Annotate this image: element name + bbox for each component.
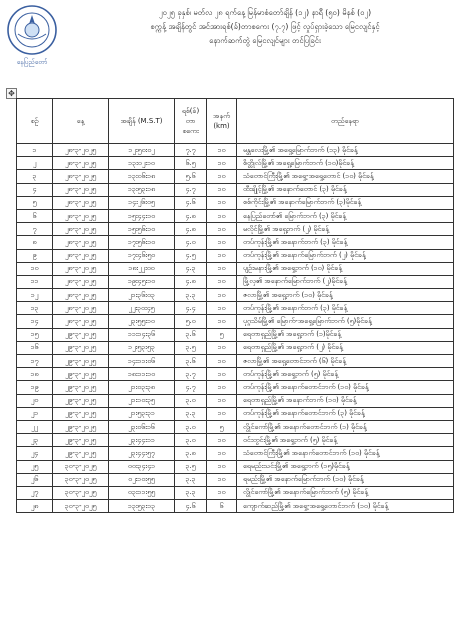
- cell-magnitude: ၃.၃: [175, 407, 207, 420]
- cell-serial: ၅: [17, 196, 53, 209]
- cell-serial: ၁၁: [17, 275, 53, 288]
- table-row: [17, 249, 454, 262]
- table-row: [17, 473, 454, 486]
- cell-serial: ၂၁: [17, 407, 53, 420]
- cell-magnitude: ၅.၀: [175, 315, 207, 328]
- cell-date: ၂၈-၃-၂၀၂၅: [53, 289, 109, 302]
- cell-magnitude: ၅.၆: [175, 170, 207, 183]
- cell-depth: ၁၀: [207, 355, 237, 368]
- seal-caption: နေပြည်တော်: [16, 58, 48, 66]
- table-row: [17, 447, 454, 460]
- cell-depth: ၁၀: [207, 302, 237, 315]
- cell-time: ၁၇း၄၆း၅၀: [109, 249, 175, 262]
- cell-magnitude: ၃.၀: [175, 420, 207, 433]
- cell-depth: ၁၀: [207, 394, 237, 407]
- cell-location: လွိုင်ကော်မြို့၏ အနောက်တောင်ဘက် (၁) မိုင်ခန့်: [237, 420, 454, 433]
- cell-location: ရေမည်းသင်းမြို့၏ အရှေ့ဘက် (၁၅)မိုင်ခန့်: [237, 460, 454, 473]
- cell-date: ၃၀-၃-၂၀၂၅: [53, 500, 109, 513]
- cell-time: ၁၃း၀၆း၁၈: [109, 170, 175, 183]
- cell-depth: ၁၀: [207, 275, 237, 288]
- cell-date: ၂၈-၃-၂၀၂၅: [53, 262, 109, 275]
- table-row: [17, 183, 454, 196]
- cell-time: ၁၃း၀၂း၁၀: [109, 157, 175, 170]
- cell-location: တပ်ကုန်းမြို့၏ အနောက်တောင်ဘက် (၁၀) မိုင်ခန့်: [237, 381, 454, 394]
- cell-time: ၂၃း၄၄း၅၇: [109, 447, 175, 460]
- cell-magnitude: ၄.၄: [175, 302, 207, 315]
- cell-serial: ၃: [17, 170, 53, 183]
- cell-magnitude: ၃.၃: [175, 289, 207, 302]
- cell-location: ဇလာမြို့၏ အရှေ့ဘက် (၁၀) မိုင်ခန့်: [237, 289, 454, 302]
- cell-time: ၁၅း၅၆း၁၀: [109, 223, 175, 236]
- cell-depth: ၁၀: [207, 157, 237, 170]
- cell-serial: ၁၈: [17, 368, 53, 381]
- cell-date: ၂၉-၃-၂၀၂၅: [53, 381, 109, 394]
- title-line-3: နောက်ဆက်တွဲ မြေငလျင်များ တင်ပြခြင်း: [209, 36, 321, 45]
- cell-time: ၁၅း၄၄း၁၀: [109, 209, 175, 222]
- cell-time: ၂၁း၃၆း၀၃: [109, 289, 175, 302]
- earthquake-table: [16, 98, 454, 513]
- cell-location: သံတောင်ကြီးမြို့၏ အရှေ့-အရှေ့တောင် (၁၀) မိုင်ခန့်: [237, 170, 454, 183]
- cell-depth: ၁၀: [207, 170, 237, 183]
- cell-time: ၁၄း၂၆း၀၅: [109, 196, 175, 209]
- cell-magnitude: ၄.၇: [175, 381, 207, 394]
- cell-date: ၂၉-၃-၂၀၂၅: [53, 434, 109, 447]
- cell-time: ၁၃း၅၃း၁၃: [109, 500, 175, 513]
- cell-date: ၃၀-၃-၂၀၂၅: [53, 473, 109, 486]
- cell-depth: ၁၀: [207, 486, 237, 499]
- cell-magnitude: ၃.၅: [175, 460, 207, 473]
- cell-date: ၂၉-၃-၂၀၂၅: [53, 407, 109, 420]
- cell-date: ၂၈-၃-၂၀၂၅: [53, 275, 109, 288]
- header-date: နေ့: [53, 99, 109, 144]
- table-row: [17, 196, 454, 209]
- cell-magnitude: ၄.၅: [175, 249, 207, 262]
- cell-location: ရေတာရှည်မြို့၏ အရှေ့ဘက် (၁)မိုင်ခန့်: [237, 328, 454, 341]
- cell-magnitude: ၃.၀: [175, 434, 207, 447]
- table-row: [17, 157, 454, 170]
- cell-serial: ၁၂: [17, 289, 53, 302]
- cell-depth: ၁၀: [207, 381, 237, 394]
- table-move-handle-icon[interactable]: ✥: [6, 88, 17, 99]
- cell-date: ၂၈-၃-၂၀၂၅: [53, 157, 109, 170]
- cell-location: စစ်ကိုင်းမြို့၏ အနောက်မြောက်ဘက် (၃)မိုင်ခန့်: [237, 196, 454, 209]
- cell-location: ဝင်းတွင်းမြို့၏ အရှေ့ဘက် (၅) မိုင်ခန့်: [237, 434, 454, 447]
- cell-location: တပ်ကုန်းမြို့၏ အနောက်မြောက်ဘက် (၂) မိုင်ခန့်: [237, 249, 454, 262]
- cell-serial: ၂၈: [17, 500, 53, 513]
- cell-date: ၂၉-၃-၂၀၂၅: [53, 355, 109, 368]
- cell-location: လွိုင်ကော်မြို့၏ အနောက်မြောက်ဘက် (၅) မိုင်ခန့်: [237, 486, 454, 499]
- table-row: [17, 500, 454, 513]
- table-row: [17, 420, 454, 433]
- cell-time: ၀၀း၃၄း၄၁: [109, 460, 175, 473]
- cell-magnitude: ၄.၈: [175, 209, 207, 222]
- cell-depth: ၅: [207, 420, 237, 433]
- cell-date: ၂၉-၃-၂၀၂၅: [53, 394, 109, 407]
- table-row: [17, 236, 454, 249]
- cell-serial: ၁၀: [17, 262, 53, 275]
- table-row: [17, 407, 454, 420]
- cell-date: ၂၉-၃-၂၀၂၅: [53, 341, 109, 354]
- document-header: [0, 0, 464, 86]
- cell-serial: ၂၇: [17, 486, 53, 499]
- cell-location: ကျောက်ဆည်မြို့၏ အရှေ့-အရှေ့တောင်ဘက် (၁၀) မိုင်ခန့်: [237, 500, 454, 513]
- table-row: [17, 289, 454, 302]
- table-row: [17, 302, 454, 315]
- table-body: [17, 144, 454, 513]
- cell-date: ၂၈-၃-၂၀၂၅: [53, 144, 109, 157]
- cell-date: ၂၉-၃-၂၀၂၅: [53, 368, 109, 381]
- cell-location: တပ်ကုန်းမြို့၏ အရှေ့ဘက် (၅) မိုင်ခန့်: [237, 368, 454, 381]
- table-row: [17, 275, 454, 288]
- cell-serial: ၁၃: [17, 302, 53, 315]
- table-row: [17, 170, 454, 183]
- cell-time: ၁၁း၁၄း၃၆: [109, 328, 175, 341]
- cell-time: ၂၁း၅၃း၃၁: [109, 407, 175, 420]
- cell-serial: ၂၂: [17, 420, 53, 433]
- cell-date: ၂၈-၃-၂၀၂၅: [53, 236, 109, 249]
- cell-depth: ၅: [207, 328, 237, 341]
- cell-serial: ၁၉: [17, 381, 53, 394]
- cell-location: ထီးချိုင့်မြို့၏ အနောက်တောင် (၃) မိုင်ခန့်: [237, 183, 454, 196]
- header-serial: စဉ်: [17, 99, 53, 144]
- cell-location: မလိုင်မြို့၏ အရှေ့ဘက် (၂) မိုင်ခန့်: [237, 223, 454, 236]
- cell-depth: ၁၀: [207, 183, 237, 196]
- cell-location: ရေတာရှည်မြို့၏ အရှေ့ဘက် (၂) မိုင်ခန့်: [237, 341, 454, 354]
- cell-depth: ၁၀: [207, 407, 237, 420]
- cell-magnitude: ၄.၈: [175, 223, 207, 236]
- cell-location: ဇလာမြို့၏ အရှေ့တောင်ဘက် (၆) မိုင်ခန့်: [237, 355, 454, 368]
- cell-magnitude: ၄.၆: [175, 196, 207, 209]
- earthquake-table-container: [16, 98, 453, 513]
- cell-location: ပျဉ်းမနားမြို့၏ အရှေ့ဘက် (၁၀) မိုင်ခန့်: [237, 262, 454, 275]
- cell-serial: ၂၄: [17, 447, 53, 460]
- cell-date: ၂၈-၃-၂၀၂၅: [53, 302, 109, 315]
- cell-magnitude: ၃.၃: [175, 486, 207, 499]
- table-row: [17, 341, 454, 354]
- cell-location: ရမည်းမြို့၏ အနောက်မြောက်ဘက် (၁၀) မိုင်ခန့်: [237, 473, 454, 486]
- cell-time: ၁၂း၅၀း၀၂: [109, 144, 175, 157]
- cell-time: ၁၇း၅၆း၁၀: [109, 236, 175, 249]
- cell-serial: ၈: [17, 236, 53, 249]
- cell-time: ၁၈း၂၂း၀၀: [109, 262, 175, 275]
- cell-time: ၁၂း၅၃း၅၃: [109, 341, 175, 354]
- cell-serial: ၄: [17, 183, 53, 196]
- cell-depth: ၁၀: [207, 209, 237, 222]
- cell-date: ၂၉-၃-၂၀၂၅: [53, 447, 109, 460]
- table-row: [17, 262, 454, 275]
- cell-date: ၂၈-၃-၂၀၂၅: [53, 183, 109, 196]
- cell-depth: ၁၀: [207, 236, 237, 249]
- cell-magnitude: ၃.၈: [175, 447, 207, 460]
- cell-location: နေပြည်တော်၏ မြောက်ဘက် (၃) မိုင်ခန့်: [237, 209, 454, 222]
- cell-location: တပ်ကုန်းမြို့၏ အနောက်ဘက် (၃) မိုင်ခန့်: [237, 302, 454, 315]
- cell-serial: ၁၅: [17, 328, 53, 341]
- cell-depth: ၁၀: [207, 196, 237, 209]
- cell-time: ၁၃း၅၃း၁၈: [109, 183, 175, 196]
- cell-time: ၂၁း၁၀း၃၅: [109, 394, 175, 407]
- cell-location: မန္တလေးမြို့၏ အရှေ့မြောက်ဘက် (၁၃) မိုင်ခန့်: [237, 144, 454, 157]
- cell-time: ၀၂း၁၀း၅၅: [109, 473, 175, 486]
- cell-date: ၂၈-၃-၂၀၂၅: [53, 209, 109, 222]
- cell-depth: ၁၀: [207, 473, 237, 486]
- cell-magnitude: ၄.၀: [175, 236, 207, 249]
- cell-depth: ၁၀: [207, 262, 237, 275]
- table-row: [17, 486, 454, 499]
- cell-time: ၁၉း၄၅း၁၀: [109, 275, 175, 288]
- cell-location: မြို့လှ၏ အနောက်မြောက်ဘက် (၂)မိုင်ခန့်: [237, 275, 454, 288]
- title-line-1: ၂၀၂၅ ခုနှစ်၊ မတ်လ ၂၈ ရက်နေ့ မြန်မာစံတော်ချိန် (၁၂) နာရီ (၅၀) မိနစ် (၀၂): [158, 8, 372, 17]
- header-magnitude: ရစ်(ခ်) တာ စကေး: [175, 99, 207, 144]
- cell-time: ၂၃း၅၅း၁၀: [109, 315, 175, 328]
- cell-magnitude: ၄.၇: [175, 183, 207, 196]
- cell-serial: ၆: [17, 209, 53, 222]
- cell-date: ၂၈-၃-၂၀၂၅: [53, 196, 109, 209]
- cell-depth: ၁၀: [207, 460, 237, 473]
- cell-depth: ၆: [207, 500, 237, 513]
- cell-magnitude: ၆.၅: [175, 157, 207, 170]
- cell-depth: ၁၀: [207, 289, 237, 302]
- cell-serial: ၂၀: [17, 394, 53, 407]
- cell-time: ၁၄း၁၁း၀၆: [109, 355, 175, 368]
- cell-date: ၂၉-၃-၂၀၂၅: [53, 328, 109, 341]
- cell-depth: ၁၀: [207, 368, 237, 381]
- cell-serial: ၁၆: [17, 341, 53, 354]
- cell-serial: ၉: [17, 249, 53, 262]
- cell-date: ၂၈-၃-၂၀၂၅: [53, 170, 109, 183]
- cell-location: တပ်ကုန်းမြို့၏ အနောက်ဘက် (၃) မိုင်ခန့်: [237, 236, 454, 249]
- title-line-2: စက္ကန့် အချိန်တွင် အင်အားရစ်(ခ်)တာစကေး (၇.၇) ဖြင့် လှုပ်ရှားခဲ့သော မြေငလျင်နှင့်: [150, 22, 380, 31]
- table-row: [17, 328, 454, 341]
- cell-depth: ၁၀: [207, 341, 237, 354]
- cell-magnitude: ၃.၆: [175, 355, 207, 368]
- department-seal-icon: [6, 4, 58, 56]
- cell-depth: ၁၀: [207, 315, 237, 328]
- table-row: [17, 434, 454, 447]
- table-header-row: [17, 99, 454, 144]
- cell-time: ၁၈း၁၁း၁၀: [109, 368, 175, 381]
- header-location: တည်နေရာ: [237, 99, 454, 144]
- cell-depth: ၁၀: [207, 144, 237, 157]
- cell-date: ၃၀-၃-၂၀၂၅: [53, 460, 109, 473]
- table-row: [17, 460, 454, 473]
- table-row: [17, 355, 454, 368]
- table-row: [17, 315, 454, 328]
- cell-date: ၂၈-၃-၂၀၂၅: [53, 315, 109, 328]
- table-row: [17, 368, 454, 381]
- cell-time: ၂၂း၃၀း၄၅: [109, 302, 175, 315]
- cell-magnitude: ၄.၈: [175, 275, 207, 288]
- cell-serial: ၂: [17, 157, 53, 170]
- table-row: [17, 144, 454, 157]
- cell-magnitude: ၃.၀: [175, 394, 207, 407]
- cell-serial: ၁၇: [17, 355, 53, 368]
- cell-date: ၃၀-၃-၂၀၂၅: [53, 486, 109, 499]
- cell-date: ၂၈-၃-၂၀၂၅: [53, 223, 109, 236]
- cell-magnitude: ၄.၃: [175, 262, 207, 275]
- cell-serial: ၂၅: [17, 460, 53, 473]
- cell-location: ပုဂ္ဂသိမ်မြို့၏ မြောက်-အရှေ့မြောက်ဘက် (၅)မိုင်ခန့်: [237, 315, 454, 328]
- cell-time: ၀၃း၁၁း၅၅: [109, 486, 175, 499]
- cell-depth: ၁၀: [207, 434, 237, 447]
- cell-magnitude: ၃.၇: [175, 368, 207, 381]
- cell-magnitude: ၃.၆: [175, 328, 207, 341]
- cell-serial: ၇: [17, 223, 53, 236]
- cell-serial: ၂၆: [17, 473, 53, 486]
- cell-location: တပ်ကုန်းမြို့၏ အနောက်တောင်ဘက် (၃) မိုင်ခန့်: [237, 407, 454, 420]
- cell-time: ၂၃း၀၆း၁၆: [109, 420, 175, 433]
- cell-serial: ၁၄: [17, 315, 53, 328]
- cell-serial: ၁: [17, 144, 53, 157]
- cell-depth: ၁၀: [207, 249, 237, 262]
- cell-time: ၂၁း၀၃း၃၈: [109, 381, 175, 394]
- cell-serial: ၂၃: [17, 434, 53, 447]
- table-row: [17, 381, 454, 394]
- header-time: အချိန် (M.S.T): [109, 99, 175, 144]
- header-depth: အနက် (km): [207, 99, 237, 144]
- cell-depth: ၁၀: [207, 223, 237, 236]
- cell-location: စိတ္တိုလ်မြို့၏ အရှေ့မြောက်ဘက် (၁၀)မိုင်ခန့်: [237, 157, 454, 170]
- cell-magnitude: ၄.၆: [175, 500, 207, 513]
- cell-depth: ၁၀: [207, 447, 237, 460]
- cell-location: ရေတာရှည်မြို့၏ အနောက်ဘက် (၁၀) မိုင်ခန့်: [237, 394, 454, 407]
- cell-time: ၂၃း၄၄း၁၁: [109, 434, 175, 447]
- table-row: [17, 209, 454, 222]
- cell-location: သံတောင်ကြီးမြို့၏ အနောက်တောင်ဘက် (၁၀) မိုင်ခန့်: [237, 447, 454, 460]
- cell-date: ၂၈-၃-၂၀၂၅: [53, 249, 109, 262]
- cell-magnitude: ၃.၅: [175, 341, 207, 354]
- cell-date: ၂၉-၃-၂၀၂၅: [53, 420, 109, 433]
- cell-magnitude: ၇.၇: [175, 144, 207, 157]
- table-row: [17, 394, 454, 407]
- cell-magnitude: ၃.၃: [175, 473, 207, 486]
- table-row: [17, 223, 454, 236]
